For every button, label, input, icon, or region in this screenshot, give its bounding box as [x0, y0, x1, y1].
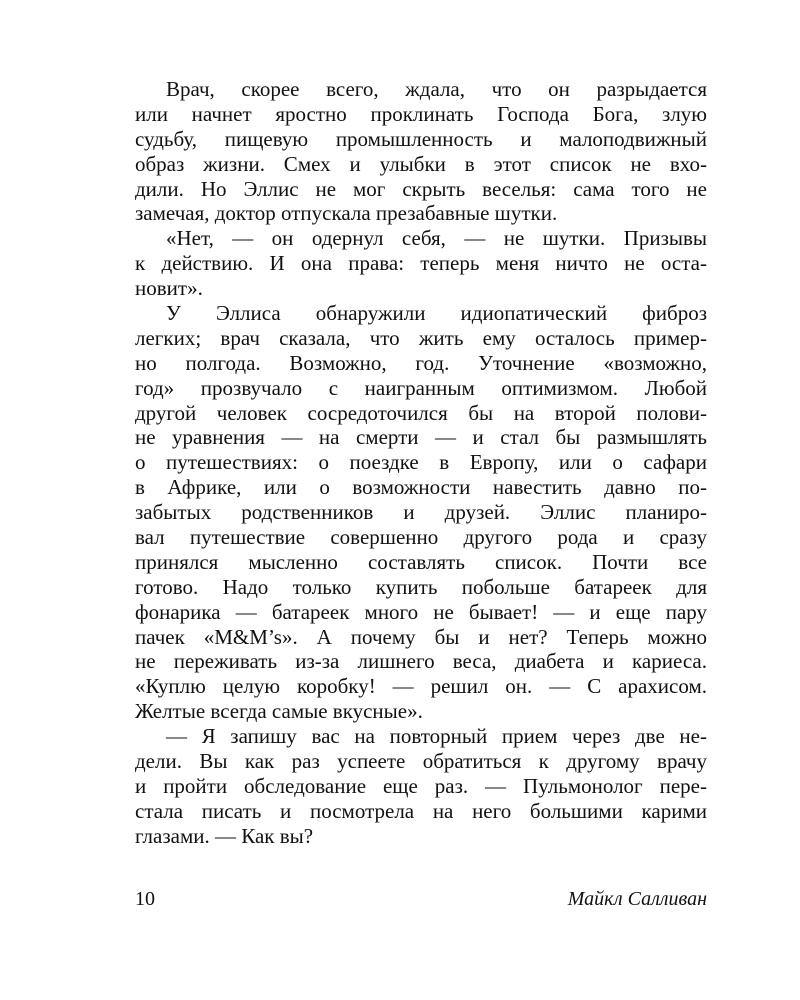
text-line: в Африке, или о возможности навестить давно по-: [135, 475, 707, 500]
body-text: [135, 77, 707, 849]
text-line: не переживать из-за лишнего веса, диабета и кариеса.: [135, 649, 707, 674]
text-line: замечая, доктор отпускала презабавные шутки.: [135, 201, 558, 226]
text-line: образ жизни. Смех и улыбки в этот список не вхо-: [135, 151, 707, 176]
text-line: глазами. — Как вы?: [135, 823, 314, 848]
text-line: «Куплю целую коробку! — решил он. — С арахисом.: [135, 674, 707, 699]
text-line: забытых родственников и друзей. Эллис планиро-: [135, 500, 707, 525]
text-line: дили. Но Эллис не мог скрыть веселья: сама того не: [135, 176, 707, 201]
text-line: фонарика — батареек много не бывает! — и еще пару: [135, 599, 707, 624]
text-line: Желтые всегда самые вкусные».: [135, 699, 423, 724]
text-line: новит».: [135, 276, 203, 301]
text-line: Врач, скорее всего, ждала, что он разрыдается: [166, 77, 707, 101]
page-footer: [135, 886, 707, 912]
text-line: дели. Вы как раз успеете обратиться к другому врачу: [135, 749, 707, 774]
text-line: но полгода. Возможно, год. Уточнение «возможно,: [135, 350, 707, 375]
text-line: судьбу, пищевую промышленность и малоподвижный: [135, 126, 707, 151]
page-number: 10: [135, 888, 155, 910]
paragraph: [135, 77, 707, 226]
text-line: другой человек сосредоточился бы на второй полови-: [135, 400, 707, 425]
text-line: — Я запишу вас на повторный прием через две не-: [166, 724, 707, 749]
text-line: вал путешествие совершенно другого рода и сразу: [135, 525, 707, 550]
text-line: пачек «M&M’s». А почему бы и нет? Теперь можно: [135, 624, 707, 649]
text-line: стала писать и посмотрела на него большими карими: [135, 798, 707, 823]
text-line: «Нет, — он одернул себя, — не шутки. Призывы: [166, 226, 707, 251]
text-line: легких; врач сказала, что жить ему осталось пример-: [135, 325, 707, 350]
text-line: не уравнения — на смерти — и стал бы размышлять: [135, 425, 707, 450]
running-head-author: Майкл Салливан: [567, 888, 707, 910]
text-line: к действию. И она права: теперь меня ничто не оста-: [135, 251, 707, 276]
text-line: готово. Надо только купить побольше батареек для: [135, 574, 707, 599]
paragraph: [135, 226, 707, 301]
text-line: или начнет яростно проклинать Господа Бога, злую: [135, 101, 707, 126]
text-line: принялся мысленно составлять список. Почти все: [135, 549, 707, 574]
paragraph: [135, 301, 707, 724]
text-line: и пройти обследование еще раз. — Пульмонолог пере-: [135, 773, 707, 798]
text-line: год» прозвучало с наигранным оптимизмом. Любой: [135, 375, 707, 400]
paragraph: [135, 724, 707, 848]
text-line: У Эллиса обнаружили идиопатический фиброз: [166, 301, 707, 326]
text-line: о путешествиях: о поездке в Европу, или о сафари: [135, 450, 707, 475]
